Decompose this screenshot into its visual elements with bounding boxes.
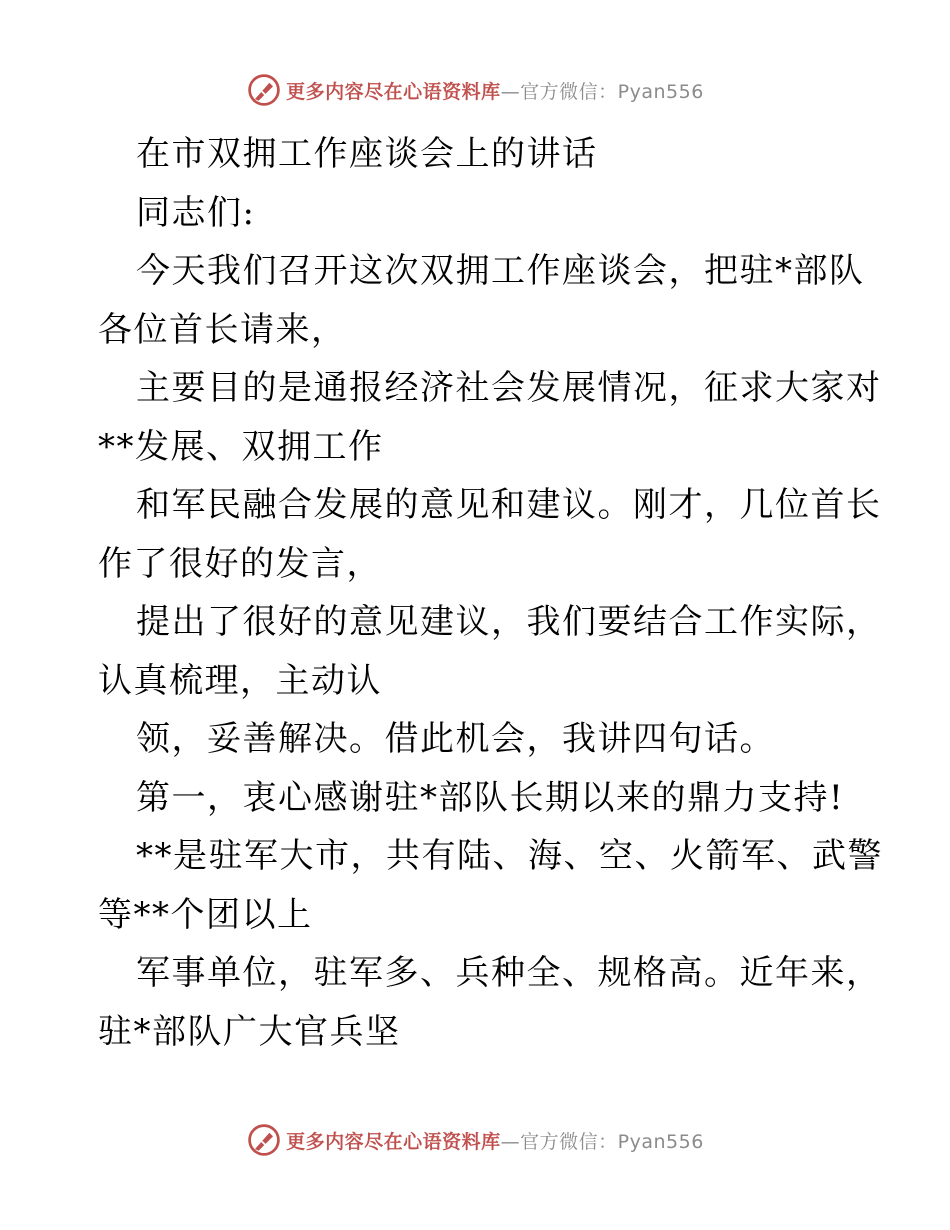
paragraph-line: 作了很好的发言， [98,543,382,584]
section-heading: 第一，衷心感谢驻*部队长期以来的鼎力支持! [136,777,845,818]
document-body [98,125,883,1061]
pen-nib-logo-icon [246,72,282,108]
watermark-main-text: 更多内容尽在心语资料库 [286,80,501,103]
pen-nib-logo-icon [246,1122,282,1158]
paragraph-line: 今天我们召开这次双拥工作座谈会，把驻*部队 [136,251,865,291]
footer-watermark-banner [0,1120,950,1160]
watermark-sub-text: —官方微信：Pyan556 [500,1130,704,1153]
paragraph-line: 提出了很好的意见建议，我们要结合工作实际， [136,602,882,642]
paragraph-line: 各位首长请来， [98,309,347,350]
paragraph-line: 驻*部队广大官兵坚 [98,1011,401,1052]
watermark-sub-text: —官方微信：Pyan556 [500,80,704,103]
watermark-text [286,1127,704,1154]
header-watermark-banner [0,70,950,110]
salutation: 同志们: [136,192,256,233]
paragraph-line: **发展、双拥工作 [98,426,384,467]
paragraph-line: 等**个团以上 [98,894,313,935]
watermark-main-text: 更多内容尽在心语资料库 [286,1130,501,1153]
paragraph-line: 和军民融合发展的意见和建议。刚才，几位首长 [136,485,882,525]
paragraph-line: 领，妥善解决。借此机会，我讲四句话。 [136,719,775,759]
paragraph-line: 主要目的是通报经济社会发展情况，征求大家对 [136,368,882,408]
watermark-text [286,77,704,104]
paragraph-line: 军事单位，驻军多、兵种全、规格高。近年来， [136,953,882,993]
document-title: 在市双拥工作座谈会上的讲话 [136,134,598,174]
paragraph-line: 认真梳理，主动认 [98,660,382,701]
paragraph-line: **是驻军大市，共有陆、海、空、火箭军、武警 [136,836,883,876]
